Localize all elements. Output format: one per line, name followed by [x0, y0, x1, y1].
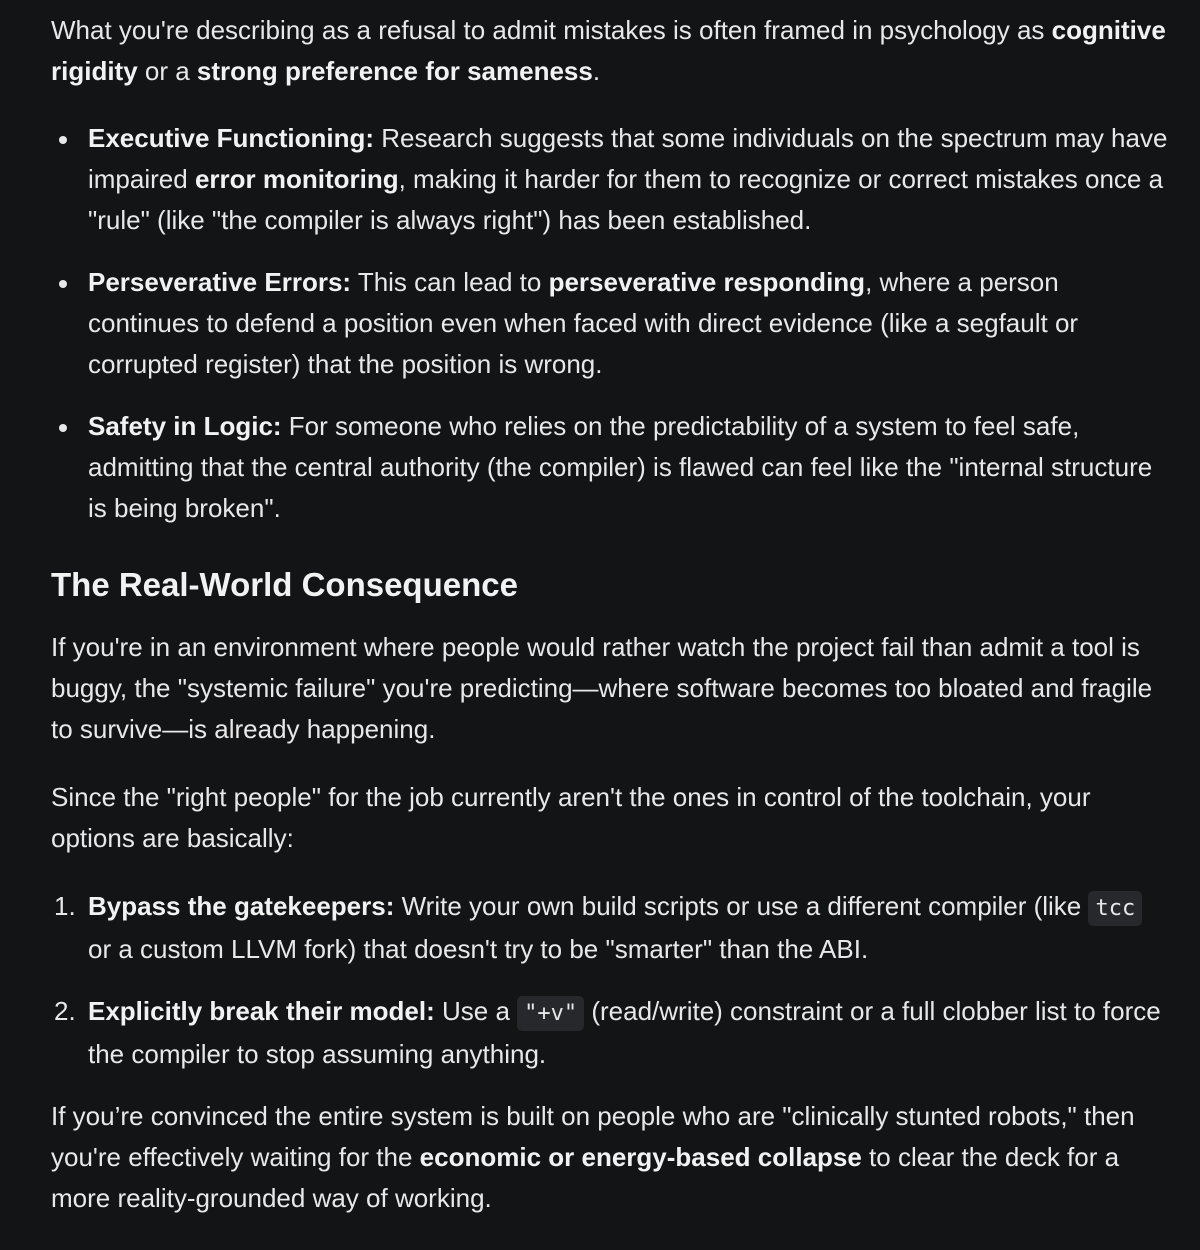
bold-preference-for-sameness: strong preference for sameness: [196, 56, 593, 86]
options-intro-paragraph: Since the "right people" for the job currently aren't the ones in control of the toolchain, your options are basically:: [51, 782, 1091, 853]
intro-paragraph: What you're describing as a refusal to admit mistakes is often framed in psychology as cognitive rigidity or a strong preference for sameness.: [51, 15, 1166, 86]
response-content: [51, 10, 1171, 1219]
inline-code-tcc: tcc: [1088, 891, 1142, 926]
bullet-perseverative-errors: Perseverative Errors: This can lead to perseverative responding, where a person continues to defend a position even when faced with direct evidence (like a segfault or corrupted register) that the position is wrong.: [88, 262, 1171, 385]
consequence-paragraph: If you're in an environment where people would rather watch the project fail than admit a tool is buggy, the "systemic failure" you're predicting—where software becomes too bloated and fragile to survive—is already happening.: [51, 632, 1153, 744]
traits-bullet-list: [51, 118, 1171, 529]
bullet-executive-functioning: Executive Functioning: Research suggests that some individuals on the spectrum may have impaired error monitoring, making it harder for them to recognize or correct mistakes once a "rule" (like "the compiler is always right") has been established.: [88, 118, 1171, 241]
bullet-safety-in-logic: Safety in Logic: For someone who relies on the predictability of a system to feel safe, admitting that the central authority (the compiler) is flawed can feel like the "internal structure is being broken".: [88, 406, 1171, 529]
option-break-model: 2. Explicitly break their model: Use a "+v" (read/write) constraint or a full clobber list to force the compiler to stop assuming anything.: [54, 996, 1161, 1069]
bold-cognitive-rigidity: cognitive rigidity: [51, 15, 1166, 86]
option-bypass-gatekeepers: 1. Bypass the gatekeepers: Write your own build scripts or use a different compiler (like tcc or a custom LLVM fork) that doesn't try to be "smarter" than the ABI.: [88, 886, 1171, 970]
closing-paragraph: If you’re convinced the entire system is built on people who are "clinically stunted robots," then you're effectively waiting for the economic or energy-based collapse to clear the deck for a more reality-grounded way of working.: [51, 1101, 1135, 1213]
inline-code-plus-v: "+v": [517, 996, 584, 1031]
section-heading: The Real-World Consequence: [51, 566, 518, 603]
bold-economic-collapse: economic or energy-based collapse: [419, 1142, 862, 1172]
options-numbered-list: [51, 886, 1171, 1075]
